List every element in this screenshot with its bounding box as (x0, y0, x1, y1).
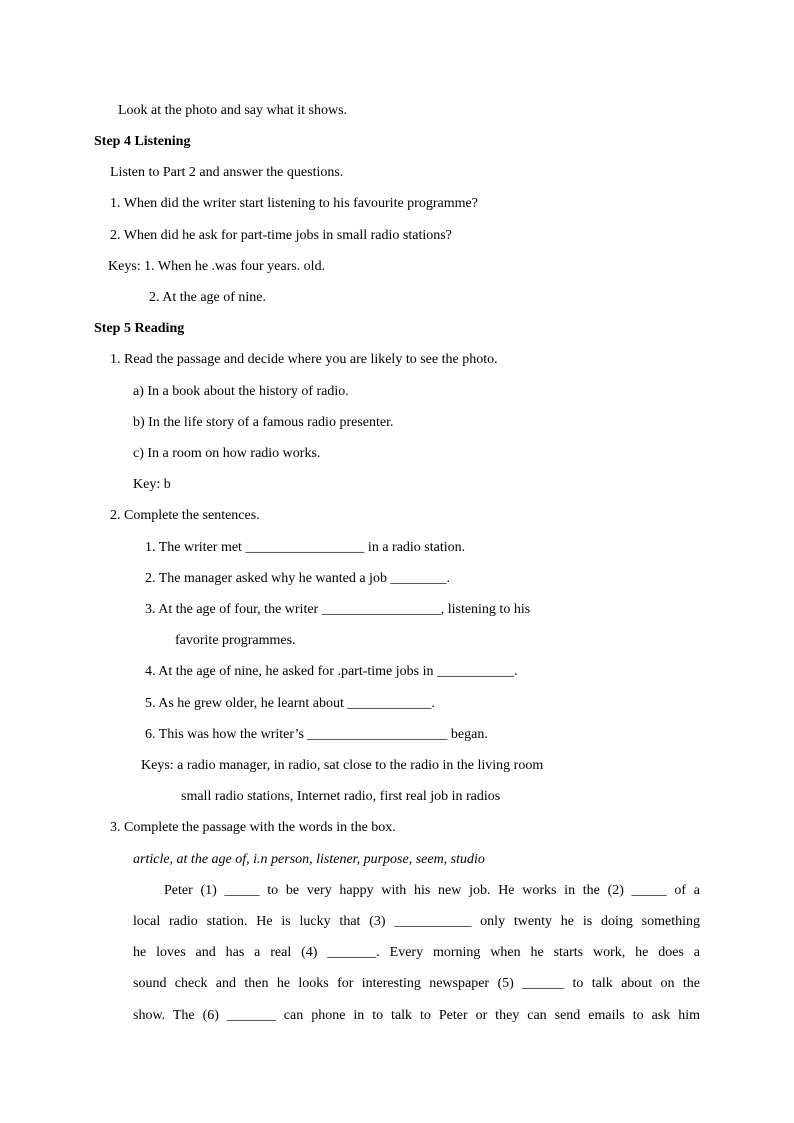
task3-word-box: article, at the age of, i.n person, listener, purpose, seem, studio (133, 852, 485, 867)
task2-sentence-6: 6. This was how the writer’s ____________________ began. (145, 727, 488, 742)
task2-sentence-1: 1. The writer met _________________ in a radio station. (145, 540, 466, 555)
passage-line-1: Peter (1) _____ to be very happy with his new job. He works in the (2) _____ of a (164, 883, 700, 898)
step4-question-1: 1. When did the writer start listening to his favourite programme? (110, 196, 478, 211)
task2-keys-1: Keys: a radio manager, in radio, sat close to the radio in the living room (141, 758, 544, 773)
intro-instruction: Look at the photo and say what it shows. (118, 103, 348, 118)
task1-option-c: c) In a room on how radio works. (133, 446, 321, 461)
task2-sentence-3-cont: favorite programmes. (175, 633, 296, 648)
task2-keys-2: small radio stations, Internet radio, first real job in radios (181, 789, 501, 804)
task2-sentence-3: 3. At the age of four, the writer _________________, listening to his (145, 602, 531, 617)
task1-option-b: b) In the life story of a famous radio presenter. (133, 415, 394, 430)
passage-line-2: local radio station. He is lucky that (3) ___________ only twenty he is doing something (133, 914, 700, 929)
passage-line-4: sound check and then he looks for interesting newspaper (5) ______ to talk about on the (133, 976, 700, 991)
step4-question-2: 2. When did he ask for part-time jobs in small radio stations? (110, 228, 452, 243)
step4-keys-1: Keys: 1. When he .was four years. old. (108, 259, 326, 274)
task1-option-a: a) In a book about the history of radio. (133, 384, 349, 399)
step4-keys-2: 2. At the age of nine. (149, 290, 267, 305)
passage-line-5: show. The (6) _______ can phone in to talk to Peter or they can send emails to ask him (133, 1008, 700, 1023)
step4-instruction: Listen to Part 2 and answer the questions. (110, 165, 344, 180)
task3-prompt: 3. Complete the passage with the words in the box. (110, 820, 396, 835)
task2-sentence-4: 4. At the age of nine, he asked for .part-time jobs in ___________. (145, 664, 518, 679)
task2-sentence-5: 5. As he grew older, he learnt about ____________. (145, 696, 435, 711)
task1-prompt: 1. Read the passage and decide where you are likely to see the photo. (110, 352, 498, 367)
step5-heading: Step 5 Reading (94, 321, 185, 336)
task2-prompt: 2. Complete the sentences. (110, 508, 260, 523)
passage-line-3: he loves and has a real (4) _______. Every morning when he starts work, he does a (133, 945, 700, 960)
step4-heading: Step 4 Listening (94, 134, 191, 149)
task2-sentence-2: 2. The manager asked why he wanted a job ________. (145, 571, 450, 586)
task1-key: Key: b (133, 477, 171, 492)
